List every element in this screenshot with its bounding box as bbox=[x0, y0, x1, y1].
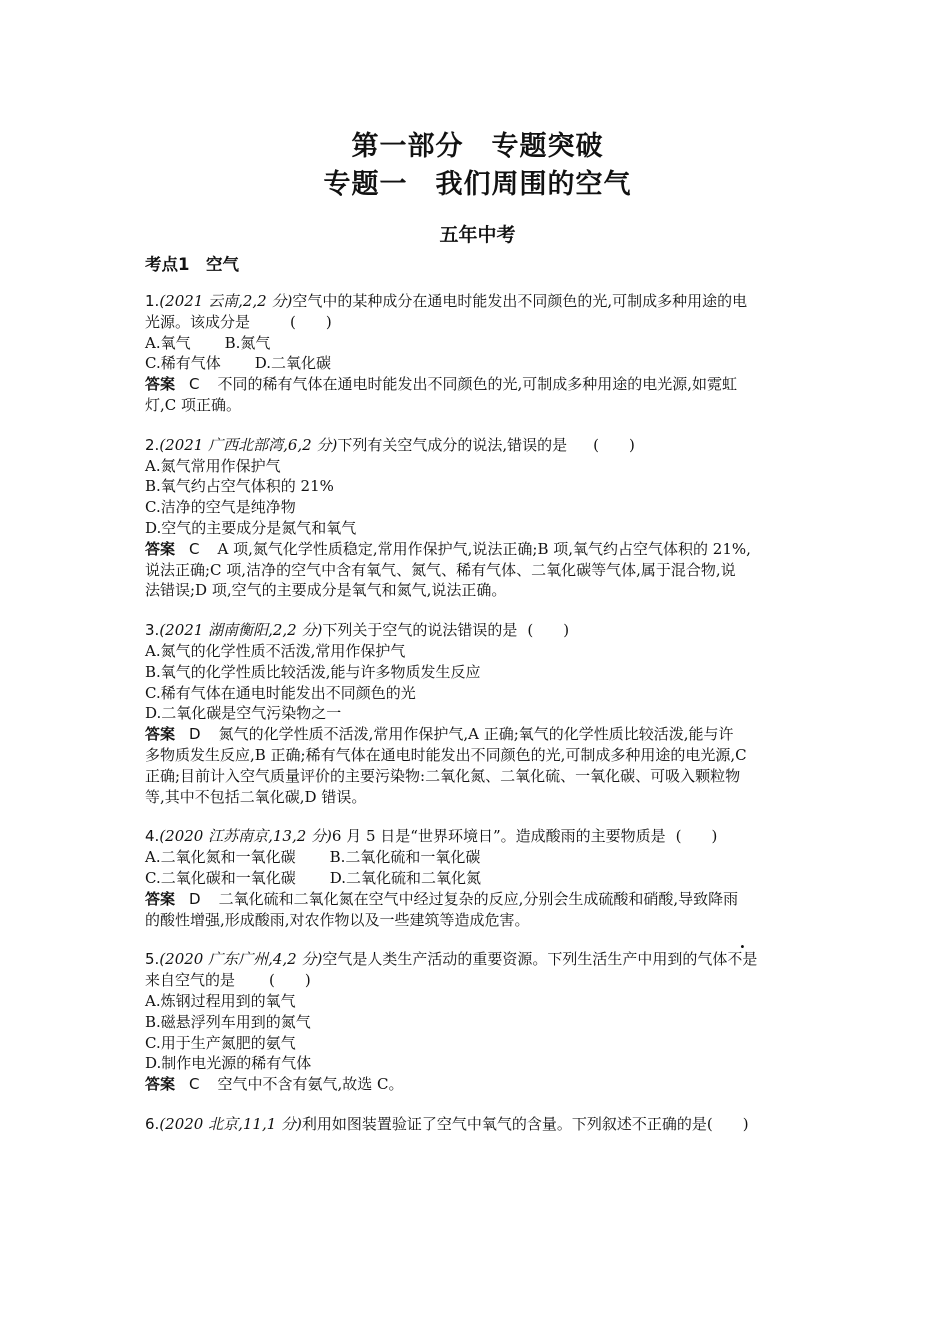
answer-blank: ( ) bbox=[290, 312, 332, 331]
question-5 bbox=[145, 949, 810, 1095]
answer-blank: ( ) bbox=[593, 435, 635, 454]
answer-key: D bbox=[189, 725, 201, 744]
question-source: (2020 广东广州,4,2 分) bbox=[159, 950, 323, 969]
option-d: D.二氧化硫和二氧化氮 bbox=[329, 868, 481, 887]
answer-explanation: 的酸性增强,形成酸雨,对农作物以及一些建筑等造成危害。 bbox=[145, 910, 530, 929]
option-b: B.磁悬浮列车用到的氮气 bbox=[145, 1012, 311, 1031]
answer-key: D bbox=[189, 889, 201, 908]
question-source: (2020 北京,11,1 分) bbox=[159, 1114, 302, 1133]
question-text: 利用如图装置验证了空气中氧气的含量。下列叙述不正确的是 bbox=[301, 1114, 707, 1133]
answer-label: 答案 bbox=[145, 375, 176, 394]
option-c: C.二氧化碳和一氧化碳 bbox=[145, 868, 296, 887]
question-3 bbox=[145, 620, 810, 807]
option-c: C.稀有气体 bbox=[145, 354, 221, 373]
question-2 bbox=[145, 435, 810, 601]
document-page bbox=[145, 128, 810, 1154]
answer-label: 答案 bbox=[145, 1075, 176, 1094]
answer-explanation: 多物质发生反应,B 正确;稀有气体在通电时能发出不同颜色的光,可制成多种用途的电光源,C bbox=[145, 745, 747, 764]
answer-explanation: 不同的稀有气体在通电时能发出不同颜色的光,可制成多种用途的电光源,如霓虹 bbox=[217, 375, 738, 394]
option-a: A.二氧化氮和一氧化碳 bbox=[145, 848, 296, 867]
emphasis-text: 不是 bbox=[727, 950, 758, 969]
answer-label: 答案 bbox=[145, 889, 176, 908]
part-title: 第一部分 专题突破 bbox=[351, 131, 604, 162]
question-text: 空气是人类生产活动的重要资源。下列生活生产中用到的气体 bbox=[322, 950, 728, 969]
option-d: D.空气的主要成分是氮气和氧气 bbox=[145, 518, 357, 537]
option-d: D.制作电光源的稀有气体 bbox=[145, 1054, 312, 1073]
question-1 bbox=[145, 291, 810, 416]
topic-heading: 考点1 空气 bbox=[145, 255, 239, 274]
question-4 bbox=[145, 826, 810, 930]
answer-blank: ( ) bbox=[269, 971, 311, 990]
answer-label: 答案 bbox=[145, 725, 176, 744]
answer-explanation: A 项,氮气化学性质稳定,常用作保护气,说法正确;B 项,氧气约占空气体积的 21%, bbox=[217, 539, 751, 558]
question-text: 来自空气的是 bbox=[145, 971, 236, 990]
answer-key: C bbox=[189, 539, 200, 558]
chapter-title: 专题一 我们周围的空气 bbox=[323, 169, 632, 200]
option-a: A.氮气的化学性质不活泼,常用作保护气 bbox=[145, 641, 406, 660]
question-number: 4. bbox=[145, 827, 160, 846]
answer-label: 答案 bbox=[145, 539, 176, 558]
question-text: 空气中的某种成分在通电时能发出不同颜色的光,可制成多种用途的电 bbox=[292, 292, 748, 310]
option-a: A.氧气 bbox=[145, 333, 191, 352]
question-6 bbox=[145, 1114, 810, 1135]
answer-explanation: 正确;目前计入空气质量评价的主要污染物:二氧化氮、二氧化硫、一氧化碳、可吸入颗粒物 bbox=[145, 766, 741, 785]
option-b: B.二氧化硫和一氧化碳 bbox=[329, 848, 481, 867]
answer-explanation: 氮气的化学性质不活泼,常用作保护气,A 正确;氧气的化学性质比较活泼,能与许 bbox=[218, 725, 734, 744]
option-c: C.用于生产氮肥的氨气 bbox=[145, 1033, 296, 1052]
question-text: 光源。该成分是 bbox=[145, 312, 251, 331]
question-source: (2021 湖南衡阳,2,2 分) bbox=[159, 621, 323, 640]
answer-explanation: 二氧化硫和二氧化氮在空气中经过复杂的反应,分别会生成硫酸和硝酸,导致降雨 bbox=[218, 889, 739, 908]
option-d: D.二氧化碳是空气污染物之一 bbox=[145, 704, 342, 723]
question-number: 1. bbox=[145, 292, 160, 310]
question-text: 6 月 5 日是“世界环境日”。造成酸雨的主要物质是 bbox=[331, 827, 666, 846]
option-c: C.洁净的空气是纯净物 bbox=[145, 498, 296, 517]
question-text: 下列关于空气的说法错误的是 bbox=[322, 621, 518, 640]
answer-explanation: 说法正确;C 项,洁净的空气中含有氧气、氮气、稀有气体、二氧化碳等气体,属于混合物,说 bbox=[145, 560, 736, 579]
question-number: 3. bbox=[145, 621, 160, 640]
question-number: 2. bbox=[145, 435, 160, 454]
option-a: A.炼钢过程用到的氧气 bbox=[145, 991, 296, 1010]
answer-explanation: 空气中不含有氨气,故选 C。 bbox=[217, 1075, 404, 1094]
answer-blank: ( ) bbox=[675, 827, 718, 846]
question-source: (2020 江苏南京,13,2 分) bbox=[159, 827, 332, 846]
question-text: 下列有关空气成分的说法,错误的是 bbox=[337, 435, 568, 454]
answer-blank: ( ) bbox=[706, 1114, 749, 1133]
answer-key: C bbox=[189, 375, 200, 394]
option-b: B.氮气 bbox=[224, 333, 271, 352]
answer-explanation: 法错误;D 项,空气的主要成分是氧气和氮气,说法正确。 bbox=[145, 581, 507, 600]
option-b: B.氧气约占空气体积的 21% bbox=[145, 477, 334, 496]
question-source: (2021 广西北部湾,6,2 分) bbox=[159, 435, 338, 454]
question-source: (2021 云南,2,2 分) bbox=[159, 292, 293, 310]
answer-blank: ( ) bbox=[527, 621, 570, 640]
option-d: D.二氧化碳 bbox=[254, 354, 331, 373]
section-title: 五年中考 bbox=[439, 224, 516, 246]
answer-explanation: 灯,C 项正确。 bbox=[145, 395, 242, 414]
answer-key: C bbox=[189, 1075, 200, 1094]
answer-explanation: 等,其中不包括二氧化碳,D 错误。 bbox=[145, 787, 367, 806]
question-number: 6. bbox=[145, 1114, 160, 1133]
option-c: C.稀有气体在通电时能发出不同颜色的光 bbox=[145, 683, 416, 702]
option-b: B.氧气的化学性质比较活泼,能与许多物质发生反应 bbox=[145, 662, 481, 681]
option-a: A.氮气常用作保护气 bbox=[145, 456, 281, 475]
question-number: 5. bbox=[145, 950, 160, 969]
